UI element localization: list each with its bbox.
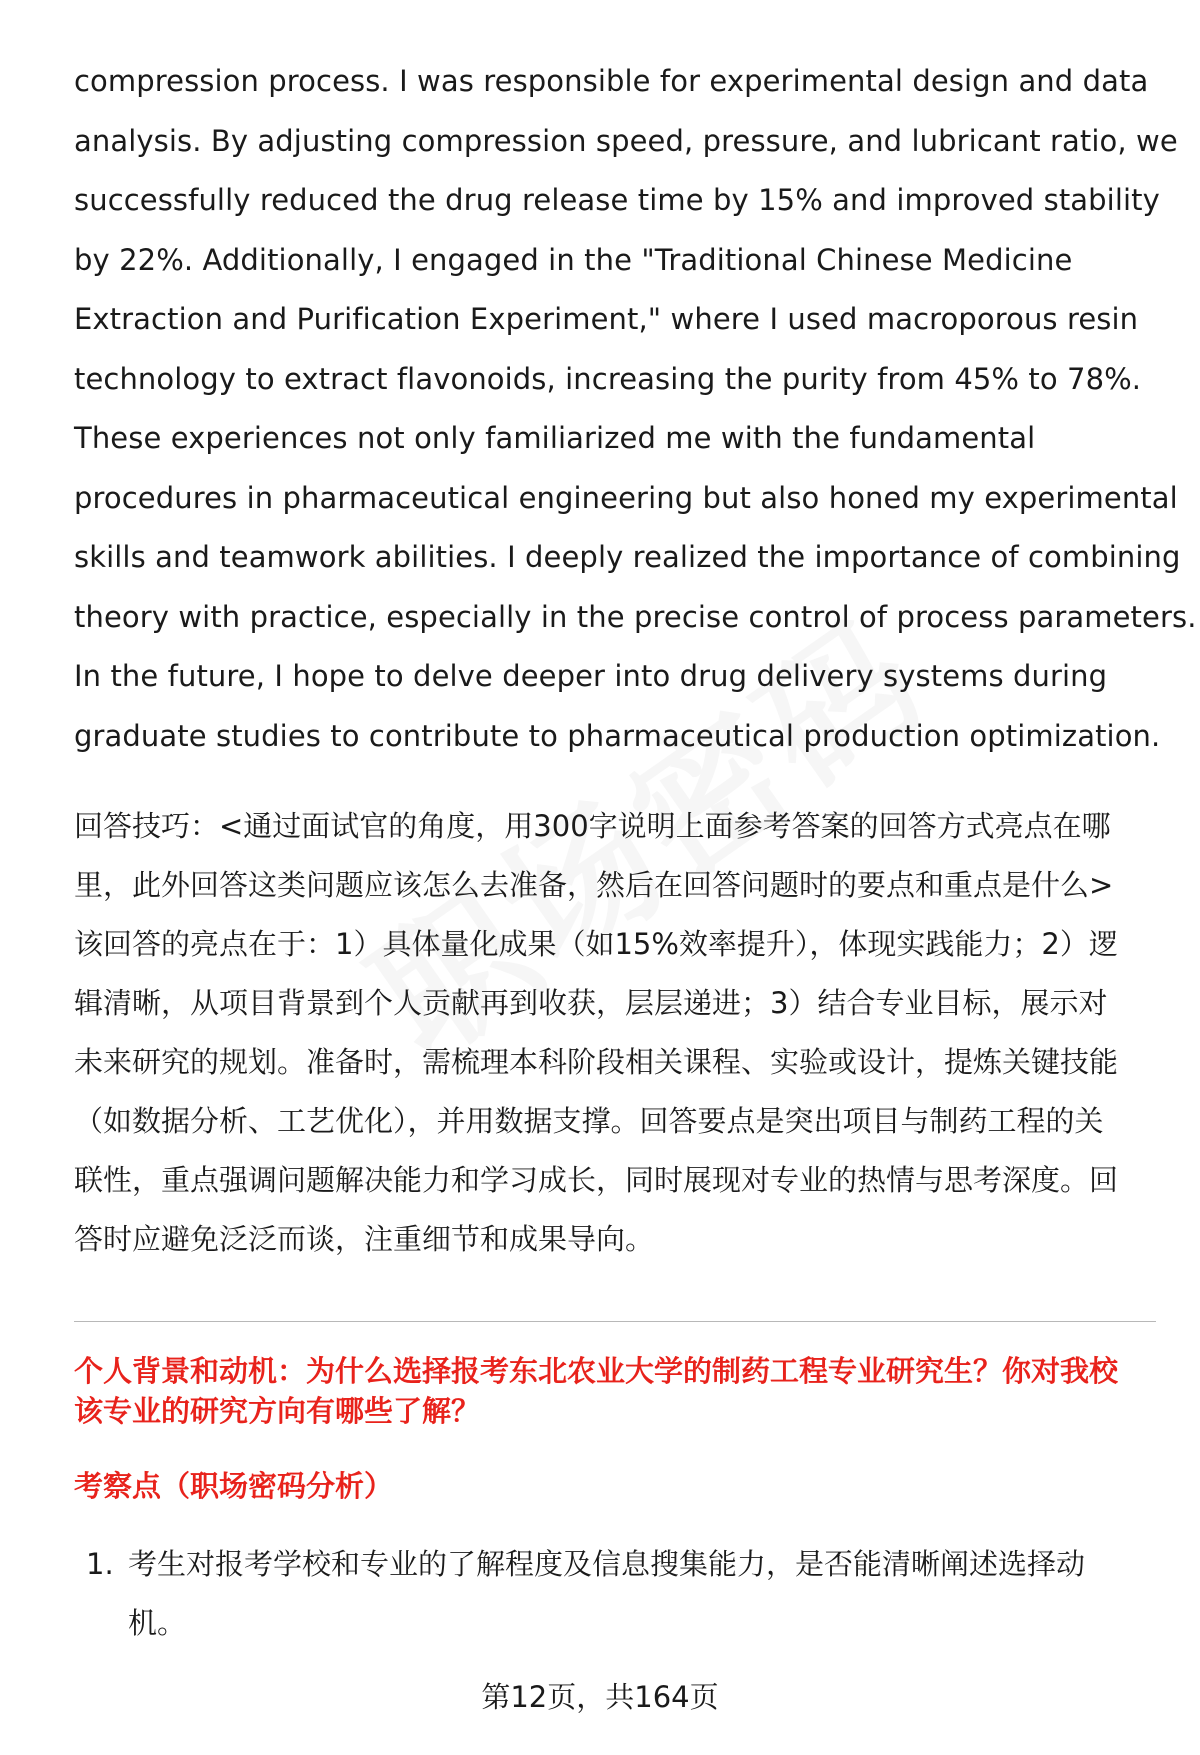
answer-line: skills and teamwork abilities. I deeply realized the importance of combining — [74, 540, 1181, 574]
analysis-heading: 考察点（职场密码分析） — [74, 1469, 394, 1503]
question-heading — [74, 1351, 1154, 1431]
list-item — [74, 1535, 1154, 1653]
answer-line: successfully reduced the drug release time by 15% and improved stability — [74, 183, 1160, 217]
answer-line: graduate studies to contribute to pharmaceutical production optimization. — [74, 718, 1161, 753]
question-line: 个人背景和动机：为什么选择报考东北农业大学的制药工程专业研究生？你对我校 — [74, 1354, 1119, 1388]
answer-paragraph — [74, 52, 1197, 766]
answer-line: These experiences not only familiarized me with the fundamental — [74, 421, 1036, 455]
answer-tips — [74, 797, 1154, 1269]
answer-line: technology to extract flavonoids, increasing the purity from 45% to 78%. — [74, 361, 1142, 396]
list-item-line: 机。 — [128, 1606, 187, 1640]
tips-line: 该回答的亮点在于：1）具体量化成果（如15%效率提升），体现实践能力；2）逻 — [74, 927, 1118, 961]
points-list — [74, 1535, 1154, 1653]
page-number: 第12页，共164页 — [481, 1680, 719, 1714]
answer-line: In the future, I hope to delve deeper into drug delivery systems during — [74, 659, 1108, 693]
list-number: 1. — [86, 1547, 114, 1581]
tips-line: 答时应避免泛泛而谈，注重细节和成果导向。 — [74, 1222, 655, 1256]
tips-line: 联性，重点强调问题解决能力和学习成长，同时展现对专业的热情与思考深度。回 — [74, 1163, 1119, 1197]
tips-line: 辑清晰，从项目背景到个人贡献再到收获，层层递进；3）结合专业目标，展示对 — [74, 986, 1108, 1020]
answer-line: by 22%. Additionally, I engaged in the "Traditional Chinese Medicine — [74, 242, 1073, 277]
tips-line: 回答技巧：<通过面试官的角度，用300字说明上面参考答案的回答方式亮点在哪 — [74, 809, 1111, 843]
answer-line: compression process. I was responsible for experimental design and data — [74, 64, 1149, 98]
answer-line: procedures in pharmaceutical engineering but also honed my experimental — [74, 480, 1178, 515]
question-line: 该专业的研究方向有哪些了解？ — [74, 1394, 481, 1428]
answer-line: analysis. By adjusting compression speed, pressure, and lubricant ratio, we — [74, 123, 1178, 158]
section-divider — [74, 1321, 1156, 1322]
tips-line: 里，此外回答这类问题应该怎么去准备，然后在回答问题时的要点和重点是什么> — [74, 868, 1114, 902]
tips-line: 未来研究的规划。准备时，需梳理本科阶段相关课程、实验或设计，提炼关键技能 — [74, 1045, 1119, 1079]
answer-line: Extraction and Purification Experiment," where I used macroporous resin — [74, 302, 1139, 336]
list-item-line: 考生对报考学校和专业的了解程度及信息搜集能力，是否能清晰阐述选择动 — [128, 1547, 1086, 1581]
answer-line: theory with practice, especially in the precise control of process parameters. — [74, 599, 1197, 634]
tips-line: （如数据分析、工艺优化），并用数据支撑。回答要点是突出项目与制药工程的关 — [74, 1104, 1104, 1138]
